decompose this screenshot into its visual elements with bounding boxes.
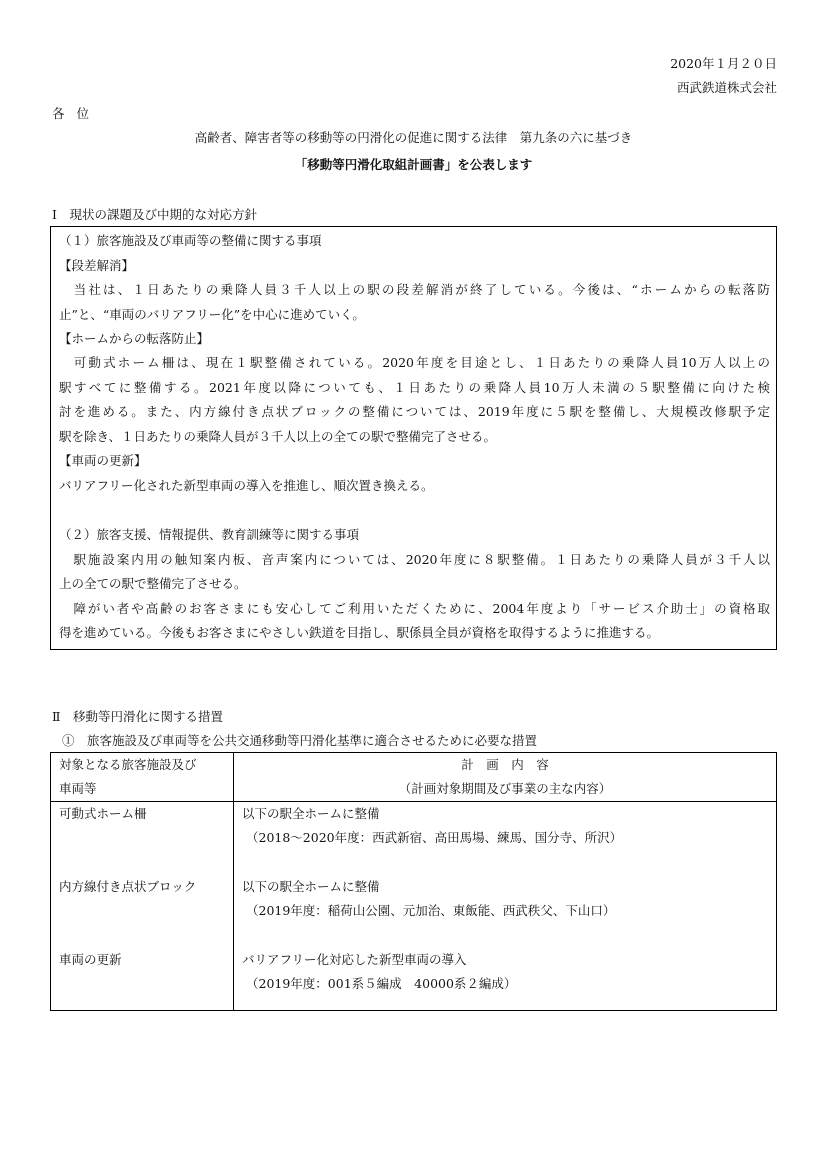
addressee: 各位 — [52, 106, 102, 121]
target-column — [51, 802, 234, 1011]
target-cell: 可動式ホーム柵 — [59, 806, 147, 821]
paragraph-line: 上の全ての駅で整備完了させる。 — [59, 576, 247, 591]
plan-detail: （2019年度：001系５編成 40000系２編成） — [246, 976, 517, 991]
paragraph-line: 討を進める。また、内方線付き点状ブロックの整備については、2019年度に５駅を整備し、大規模改修駅予定 — [59, 404, 770, 419]
plan-cell: 以下の駅全ホームに整備 — [242, 879, 380, 894]
table-header-target — [51, 753, 234, 802]
paragraph-line: 障がい者や高齢のお客さまにも安心してご利用いただくために、2004年度より「サービス介助士」の資格取 — [59, 601, 770, 616]
paragraph-line: 当社は、１日あたりの乗降人員３千人以上の駅の段差解消が終了している。今後は、“ホームからの転落防 — [59, 282, 770, 297]
paragraph-line: 得を進めている。今後もお客さまにやさしい鉄道を目指し、駅係員全員が資格を取得するように推進する。 — [59, 625, 660, 640]
target-cell: 車両の更新 — [59, 952, 122, 967]
table-row — [51, 802, 777, 1011]
plan-detail: （2018～2020年度：西武新宿、高田馬場、練馬、国分寺、所沢） — [246, 830, 623, 845]
section2-subheading: ① 旅客施設及び車両等を公共交通移動等円滑化基準に適合させるために必要な措置 — [62, 733, 538, 748]
table-header-plan — [234, 753, 777, 802]
paragraph-line: バリアフリー化された新型車両の導入を推進し、順次置き換える。 — [59, 478, 434, 493]
document-title: 「移動等円滑化取組計画書」を公表します — [294, 157, 533, 172]
paragraph-line: 可動式ホーム柵は、現在１駅整備されている。2020年度を目途とし、１日あたりの乗降人員10万人以上の — [59, 355, 770, 370]
document-date: 2020年１月２０日 — [670, 56, 777, 71]
section1-box — [50, 226, 777, 650]
header-line: 対象となる旅客施設及び — [59, 757, 197, 772]
plan-detail: （2019年度：稲荷山公園、元加治、東飯能、西武秩父、下山口） — [246, 903, 616, 918]
paragraph-line: 止”と、“車両のバリアフリー化”を中心に進めていく。 — [59, 307, 365, 322]
plan-column — [234, 802, 777, 1011]
plan-cell: 以下の駅全ホームに整備 — [242, 806, 380, 821]
header-line: 車両等 — [59, 781, 97, 796]
heading-step-removal: 【段差解消】 — [59, 258, 135, 273]
section2-heading: Ⅱ 移動等円滑化に関する措置 — [52, 709, 223, 724]
paragraph-line: 駅施設案内用の触知案内板、音声案内については、2020年度に８駅整備。１日あたりの乗降人員が３千人以 — [59, 552, 770, 567]
plan-cell: バリアフリー化対応した新型車両の導入 — [242, 952, 467, 967]
section1-heading: Ⅰ 現状の課題及び中期的な対応方針 — [52, 207, 257, 222]
company-name: 西武鉄道株式会社 — [676, 80, 777, 95]
subsection2-heading: （２）旅客支援、情報提供、教育訓練等に関する事項 — [59, 527, 360, 542]
document-subtitle: 高齢者、障害者等の移動等の円滑化の促進に関する法律 第九条の六に基づき — [194, 130, 633, 145]
target-cell: 内方線付き点状ブロック — [59, 879, 197, 894]
table-header-row — [51, 753, 777, 802]
header-line: 計 画 内 容 — [461, 757, 549, 772]
heading-vehicle-update: 【車両の更新】 — [59, 453, 147, 468]
heading-fall-prevention: 【ホームからの転落防止】 — [59, 331, 210, 346]
paragraph-line: 駅すべてに整備する。2021年度以降についても、１日あたりの乗降人員10万人未満の５駅整備に向けた検 — [59, 380, 770, 395]
paragraph-line: 駅を除き、１日あたりの乗降人員が３千人以上の全ての駅で整備完了させる。 — [59, 429, 497, 444]
header-line: （計画対象期間及び事業の主な内容） — [398, 781, 612, 796]
measures-table — [50, 752, 777, 1011]
subsection1-heading: （１）旅客施設及び車両等の整備に関する事項 — [59, 233, 322, 248]
